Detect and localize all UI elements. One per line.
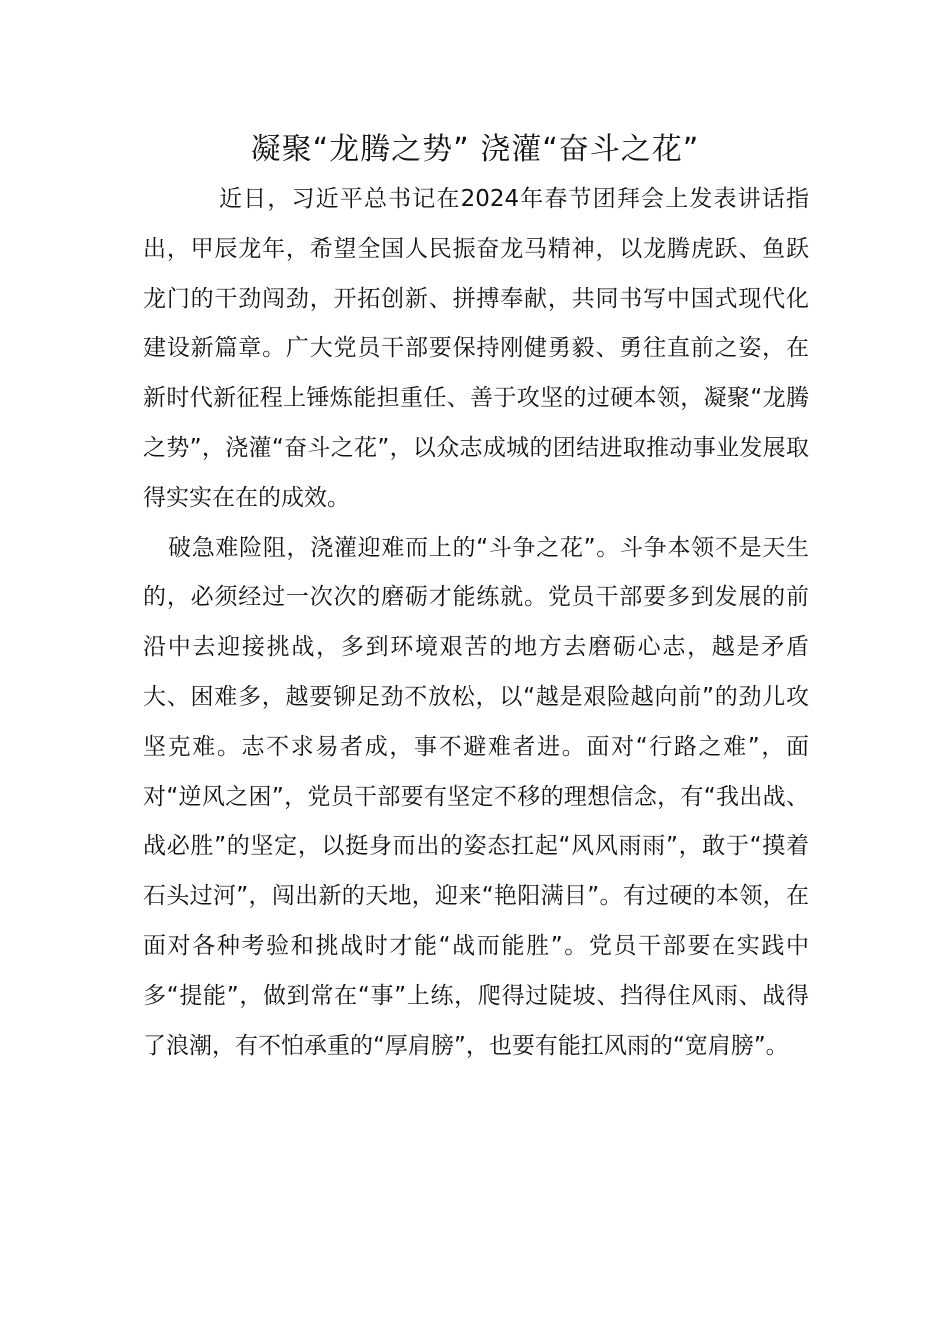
- paragraph-2: 破急难险阻，浇灌迎难而上的“斗争之花”。斗争本领不是天生的，必须经过一次次的磨砺才能练就。党员干部要多到发展的前沿中去迎接挑战，多到环境艰苦的地方去磨砺心志，越是矛盾大、困难多，越要铆足劲不放松，以“越是艰险越向前”的劲儿攻坚克难。志不求易者成，事不避难者进。面对“行路之难”，面对“逆风之困”，党员干部要有坚定不移的理想信念，有“我出战、战必胜”的坚定，以挺身而出的姿态扛起“风风雨雨”，敢于“摸着石头过河”，闯出新的天地，迎来“艳阳满目”。有过硬的本领，在面对各种考验和挑战时才能“战而能胜”。党员干部要在实践中多“提能”，做到常在“事”上练，爬得过陡坡、挡得住风雨、战得了浪潮，有不怕承重的“厚肩膀”，也要有能扛风雨的“宽肩膀”。: [143, 534, 809, 1059]
- document-title: 凝聚“龙腾之势” 浇灌“奋斗之花”: [250, 132, 700, 167]
- paragraph-1: 近日，习近平总书记在2024年春节团拜会上发表讲话指出，甲辰龙年，希望全国人民振奋龙马精神，以龙腾虎跃、鱼跃龙门的干劲闯劲，开拓创新、拼搏奉献，共同书写中国式现代化建设新篇章。广大党员干部要保持刚健勇毅、勇往直前之姿，在新时代新征程上锤炼能担重任、善于攻坚的过硬本领，凝聚“龙腾之势”，浇灌“奋斗之花”，以众志成城的团结进取推动事业发展取得实实在在的成效。: [143, 186, 809, 511]
- document-body: [143, 175, 809, 1071]
